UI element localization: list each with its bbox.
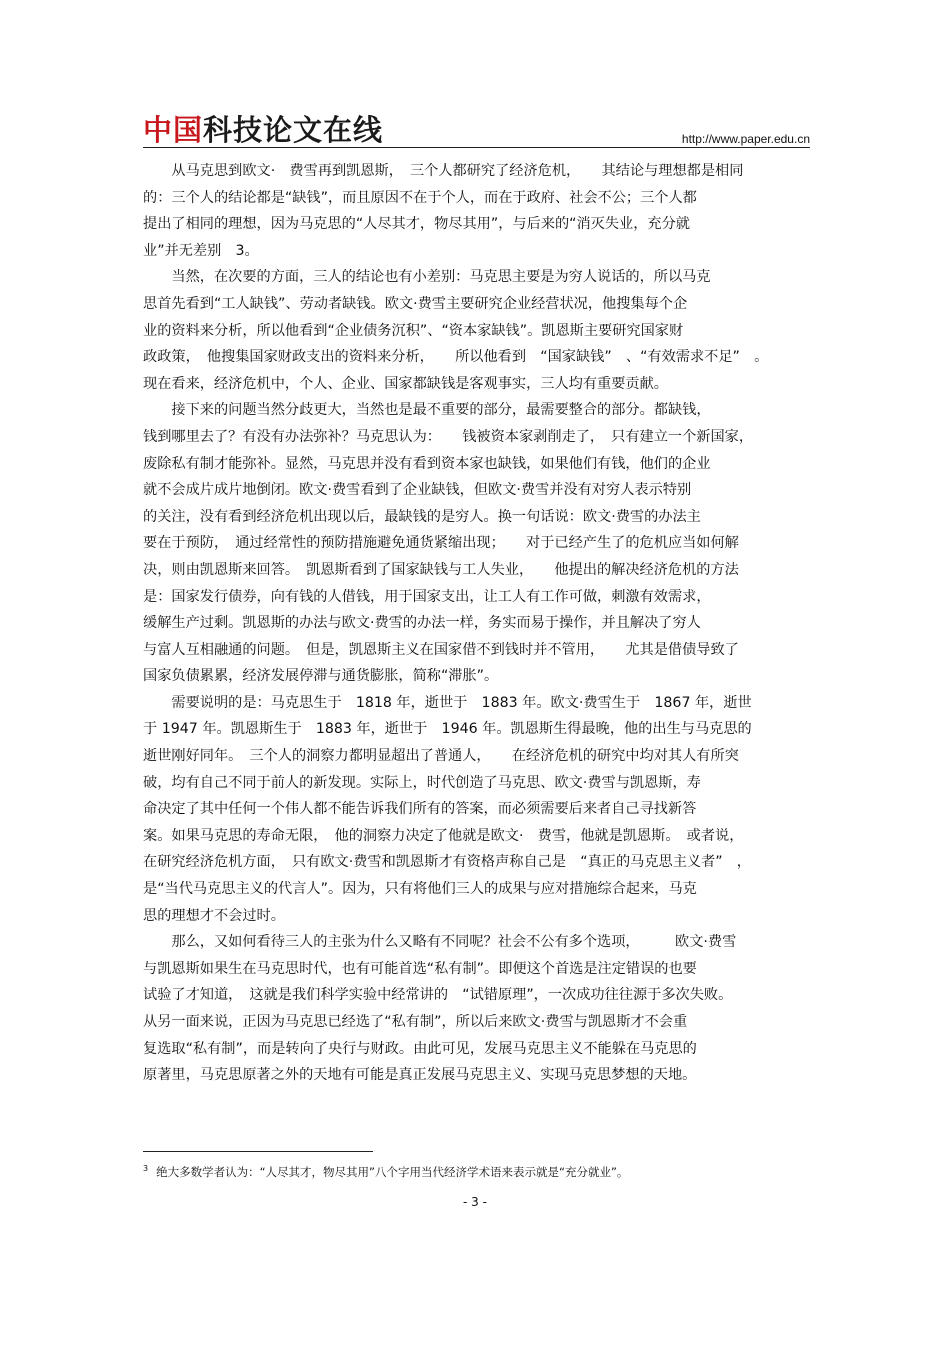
- text-line: 与凯恩斯如果生在马克思时代，也有可能首选“私有制”。即便这个首选是注定错误的也要: [143, 960, 697, 977]
- text-line: 提出了相同的理想，因为马克思的“人尽其才，物尽其用”，与后来的“消灭失业，充分就: [143, 216, 690, 233]
- text-line: 思首先看到“工人缺钱”、劳动者缺钱。欧文·费雪主要研究企业经营状况，他搜集每个企: [143, 295, 688, 312]
- text-line: 从马克思到欧文· 费雪再到凯恩斯， 三个人都研究了经济危机， 其结论与理想都是相同: [143, 163, 744, 179]
- text-line: 的：三个人的结论都是“缺钱”，而且原因不在于个人，而在于政府、社会不公；三个人都: [143, 189, 697, 206]
- text-line: 是“当代马克思主义的代言人”。因为，只有将他们三人的成果与应对措施综合起来，马克: [143, 881, 697, 898]
- footnote-text: 绝大多数学者认为：“人尽其才，物尽其用”八个字用当代经济学术语来表示就是“充分就业”。: [156, 1165, 629, 1179]
- text-line: 从另一面来说，正因为马克思已经选了“私有制”，所以后来欧文·费雪与凯恩斯才不会重: [143, 1014, 688, 1030]
- text-line: 与富人互相融通的问题。 但是，凯恩斯主义在国家借不到钱时并不管用， 尤其是借债导致了: [143, 641, 739, 658]
- text-line: 原著里，马克思原著之外的天地有可能是真正发展马克思主义、实现马克思梦想的天地。: [143, 1067, 697, 1084]
- text-line: 业”并无差别 3。: [143, 242, 259, 259]
- journal-logo: [143, 108, 383, 149]
- text-line: 于 1947 年。凯恩斯生于 1883 年，逝世于 1946 年。凯恩斯生得最晚，他的出生与马克思的: [143, 721, 752, 738]
- text-line: 决，则由凯恩斯来回答。 凯恩斯看到了国家缺钱与工人失业， 他提出的解决经济危机的方法: [143, 561, 739, 578]
- footnote: [143, 1164, 628, 1180]
- text-line: 接下来的问题当然分歧更大，当然也是最不重要的部分，最需要整合的部分。都缺钱，: [143, 402, 711, 419]
- text-line: 当然，在次要的方面，三人的结论也有小差别：马克思主要是为穷人说话的，所以马克: [143, 269, 711, 286]
- text-line: 在研究经济危机方面， 只有欧文·费雪和凯恩斯才有资格声称自己是 “真正的马克思主义者” ，: [143, 854, 751, 871]
- text-line: 思的理想才不会过时。: [143, 907, 285, 924]
- text-line: 钱到哪里去了？有没有办法弥补？马克思认为： 钱被资本家剥削走了， 只有建立一个新国家，: [143, 428, 754, 445]
- text-line: 破，均有自己不同于前人的新发现。实际上，时代创造了马克思、欧文·费雪与凯恩斯，寿: [143, 774, 701, 791]
- text-line: 逝世刚好同年。 三个人的洞察力都明显超出了普通人， 在经济危机的研究中均对其人有所突: [143, 748, 739, 765]
- header-url[interactable]: http://www.paper.edu.cn: [681, 132, 810, 146]
- footnote-rule: [143, 1151, 373, 1152]
- text-line: 业的资料来分析，所以他看到“企业债务沉积”、“资本家缺钱”。凯恩斯主要研究国家财: [143, 322, 684, 339]
- text-line: 废除私有制才能弥补。显然，马克思并没有看到资本家也缺钱，如果他们有钱，他们的企业: [143, 455, 711, 472]
- text-line: 复选取“私有制”，而是转向了央行与财政。由此可见，发展马克思主义不能躲在马克思的: [143, 1040, 697, 1057]
- text-line: 命决定了其中任何一个伟人都不能告诉我们所有的答案，而必须需要后来者自己寻找新答: [143, 801, 697, 818]
- text-line: 案。如果马克思的寿命无限， 他的洞察力决定了他就是欧文· 费雪，他就是凯恩斯。 或者说，: [143, 827, 744, 844]
- header-rule: [143, 147, 810, 148]
- logo-red-text: 中国: [143, 113, 204, 147]
- text-line: 国家负债累累，经济发展停滞与通货膨胀，简称“滞胀”。: [143, 668, 499, 685]
- body-text: [143, 158, 813, 1089]
- text-line: 那么，又如何看待三人的主张为什么又略有不同呢？社会不公有多个选项， 欧文·费雪: [143, 934, 737, 951]
- footnote-mark: 3: [143, 1164, 149, 1174]
- text-line: 现在看来，经济危机中，个人、企业、国家都缺钱是客观事实，三人均有重要贡献。: [143, 375, 668, 392]
- logo-black-text: 科技论文在线: [203, 113, 384, 147]
- text-line: 需要说明的是：马克思生于 1818 年，逝世于 1883 年。欧文·费雪生于 1867 年，逝世: [143, 694, 752, 711]
- text-line: 要在于预防， 通过经常性的预防措施避免通货紧缩出现； 对于已经产生了的危机应当如何解: [143, 535, 739, 552]
- text-line: 试验了才知道， 这就是我们科学实验中经常讲的 “试错原理”，一次成功往往源于多次失败。: [143, 987, 733, 1004]
- page-number: - 3 -: [463, 1195, 487, 1209]
- page-header: [143, 108, 810, 148]
- text-line: 的关注，没有看到经济危机出现以后，最缺钱的是穷人。换一句话说：欧文·费雪的办法主: [143, 508, 701, 525]
- text-line: 政政策， 他搜集国家财政支出的资料来分析， 所以他看到 “国家缺钱” 、“有效需求不足” 。: [143, 349, 769, 366]
- text-line: 就不会成片成片地倒闭。欧文·费雪看到了企业缺钱，但欧文·费雪并没有对穷人表示特别: [143, 482, 692, 499]
- text-line: 是：国家发行债券，向有钱的人借钱，用于国家支出，让工人有工作可做，刺激有效需求，: [143, 588, 711, 605]
- text-line: 缓解生产过剩。凯恩斯的办法与欧文·费雪的办法一样，务实而易于操作，并且解决了穷人: [143, 615, 701, 632]
